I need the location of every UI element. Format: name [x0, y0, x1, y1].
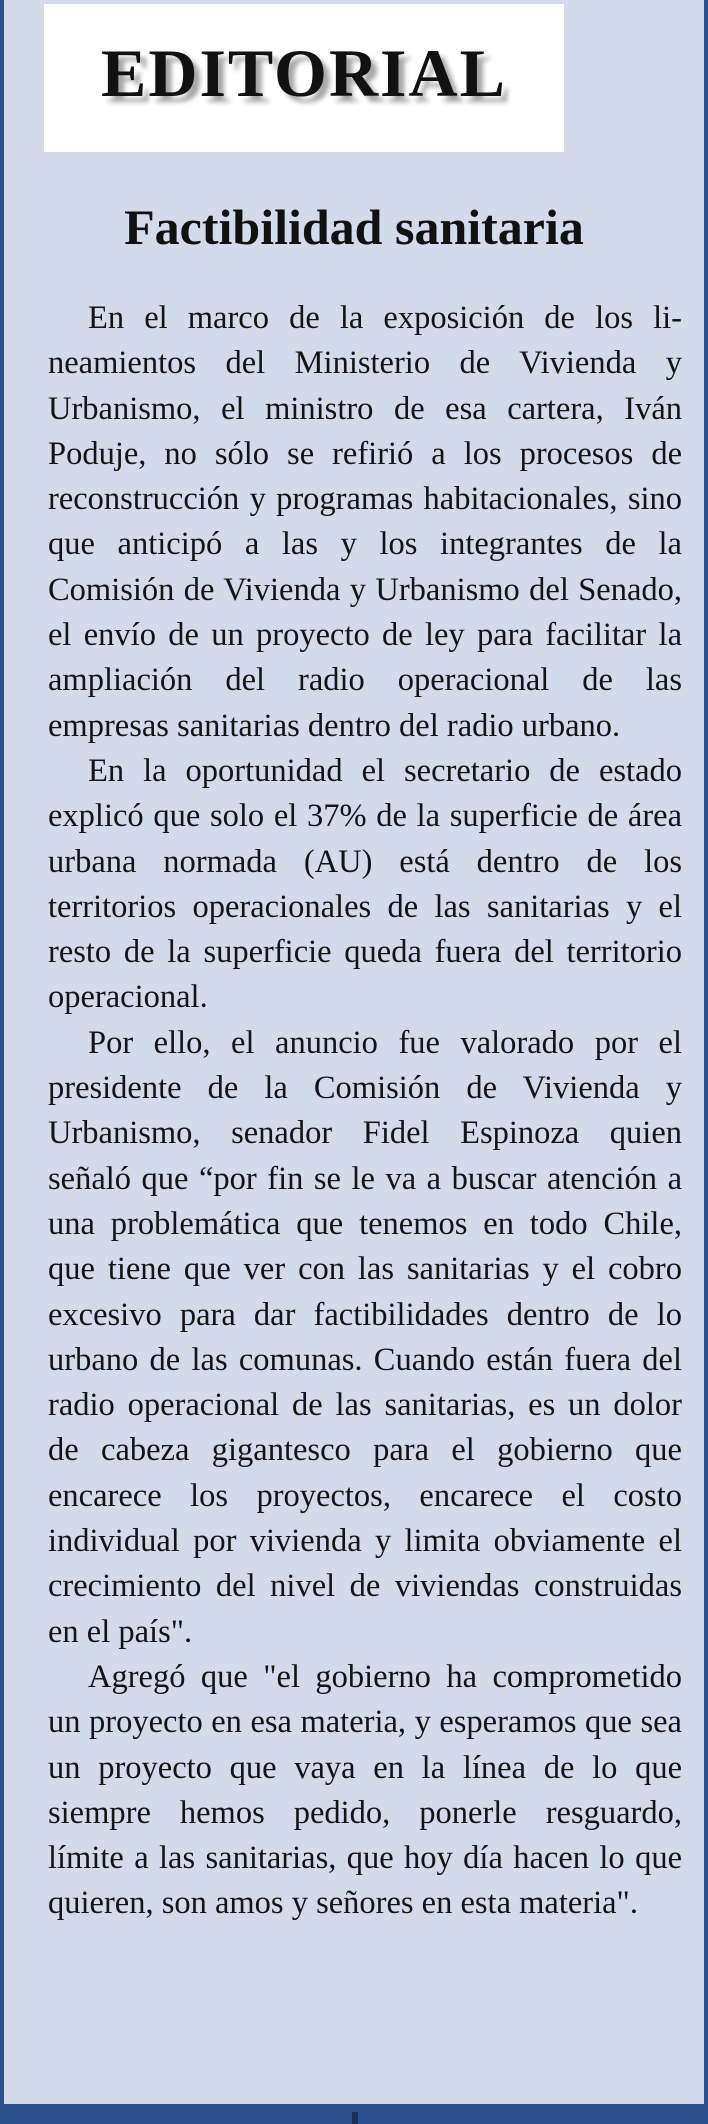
article-paragraph: En el marco de la exposición de los lineamientos del Ministerio de Vivienda y Urbanismo, el ministro de esa cartera, Iván Poduje, no sólo se refirió a los procesos de reconstrucción y programas habitacionales, sino que anticipó a las y los integrantes de la Comisión de Vivienda y Urbanismo del Senado, el envío de un proyecto de ley para facilitar la ampliación del radio operacional de las empresas sanitarias dentro del radio urbano. [48, 300, 682, 744]
article-headline: Factibilidad sanitaria [124, 199, 584, 255]
bottom-border-tick [352, 2112, 358, 2124]
section-header-box [44, 4, 564, 152]
article-paragraph: En la oportunidad el secretario de estado explicó que solo el 37% de la superficie de área urbana normada (AU) está dentro de los territorios operacionales de las sanitarias y el resto de la superficie queda fuera del territorio operacional. [48, 752, 682, 1016]
article-body [48, 296, 682, 1927]
section-title: EDITORIAL [101, 34, 507, 111]
article-paragraph: Agregó que "el gobierno ha comprometido un proyecto en esa materia, y esperamos que sea un proyecto que vaya en la línea de lo que siempre hemos pedido, ponerle resguardo, límite a las sanitarias, que hoy día hacen lo que quieren, son amos y señores en esta materia". [48, 1658, 682, 1922]
article-paragraph: Por ello, el anuncio fue valorado por el presidente de la Comisión de Vivienda y Urbanismo, senador Fidel Espinoza quien señaló que “por fin se le va a buscar atención a una problemática que tenemos en todo Chile, que tiene que ver con las sanitarias y el cobro excesivo para dar factibilidades dentro de lo urbano de las comunas. Cuando están fuera del radio operacional de las sanitarias, es un dolor de cabeza gigantesco para el gobierno que encarece los proyectos, encarece el costo individual por vivienda y limita obviamente el crecimiento del nivel de viviendas construidas en el país". [48, 1024, 682, 1650]
